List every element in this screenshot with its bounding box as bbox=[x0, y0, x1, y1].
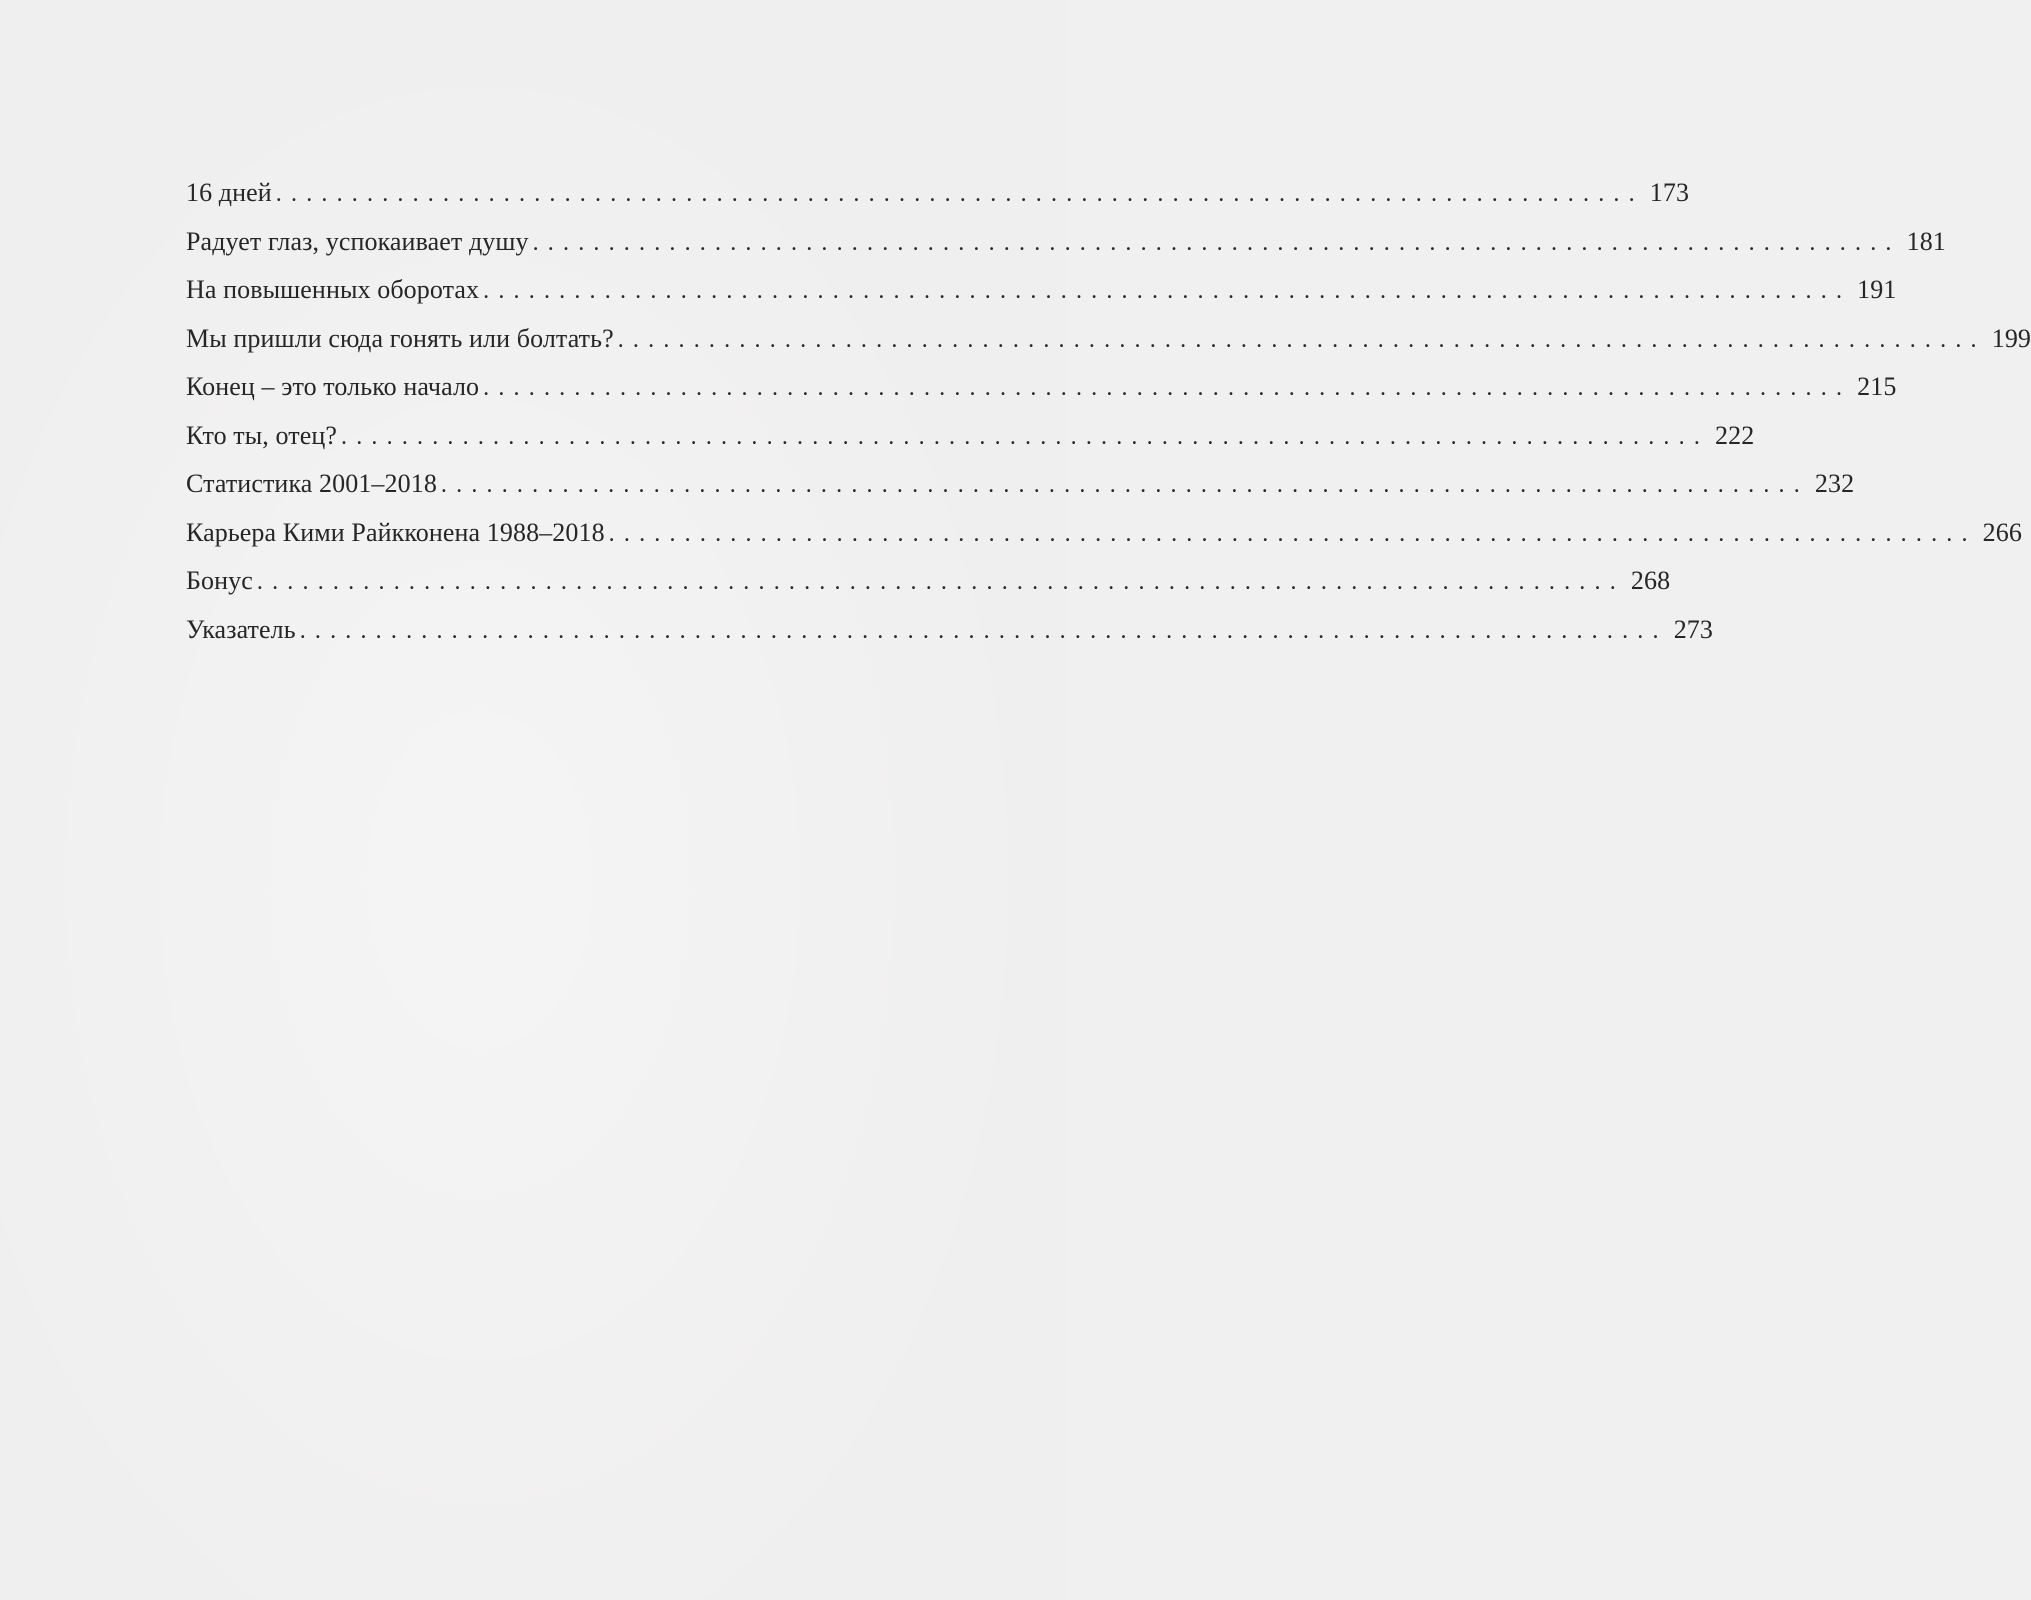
toc-entry-title: Бонус bbox=[186, 566, 253, 595]
toc-entry-title: 16 дней bbox=[186, 178, 272, 207]
toc-entry bbox=[186, 372, 1897, 421]
toc-entry-page: 181 bbox=[1906, 226, 1946, 256]
toc-entry bbox=[186, 614, 1713, 664]
toc-entry-page: 173 bbox=[1649, 178, 1690, 207]
toc-entry-title: Кто ты, отец? bbox=[186, 420, 338, 450]
toc-entry-title: Карьера Кими Райкконена 1988–2018 bbox=[186, 517, 605, 547]
dot-leader: .......................................................................................... bbox=[532, 229, 1901, 256]
toc-entry-title: Конец – это только начало bbox=[186, 372, 480, 401]
toc-entry-page: 199 bbox=[1991, 323, 2031, 353]
toc-entry-title: Указатель bbox=[186, 614, 296, 644]
toc-entry-title: Мы пришли сюда гонять или болтать? bbox=[186, 323, 614, 353]
dot-leader: .......................................................................................... bbox=[617, 326, 1986, 353]
toc-entry bbox=[186, 178, 1690, 227]
toc-entry bbox=[186, 517, 2022, 567]
dot-leader: .......................................................................................... bbox=[483, 375, 1852, 401]
toc-entry-page: 273 bbox=[1673, 614, 1713, 644]
toc-entry-page: 215 bbox=[1857, 372, 1897, 401]
dot-leader: .......................................................................................... bbox=[256, 569, 1625, 595]
dot-leader: .......................................................................................... bbox=[440, 472, 1809, 498]
toc-entry bbox=[186, 469, 1855, 518]
dot-leader: .......................................................................................... bbox=[299, 617, 1668, 644]
dot-leader: .......................................................................................... bbox=[275, 181, 1644, 207]
table-of-contents bbox=[186, 178, 2031, 663]
toc-entry-title: Радует глаз, успокаивает душу bbox=[186, 226, 529, 256]
dot-leader: .......................................................................................... bbox=[483, 278, 1852, 304]
toc-entry-title: На повышенных оборотах bbox=[186, 275, 480, 304]
toc-entry bbox=[186, 226, 1946, 276]
dot-leader: .......................................................................................... bbox=[341, 423, 1710, 450]
toc-entry bbox=[186, 566, 1671, 615]
toc-entry bbox=[186, 323, 2031, 373]
dot-leader: .......................................................................................... bbox=[608, 520, 1977, 547]
toc-entry-page: 222 bbox=[1715, 420, 1755, 450]
toc-entry-page: 268 bbox=[1630, 566, 1671, 595]
toc-entry-page: 266 bbox=[1982, 517, 2022, 547]
toc-entry bbox=[186, 420, 1755, 470]
toc-entry bbox=[186, 275, 1897, 324]
toc-entry-page: 191 bbox=[1857, 275, 1897, 304]
toc-entry-title: Статистика 2001–2018 bbox=[186, 469, 437, 498]
toc-entry-page: 232 bbox=[1814, 469, 1855, 498]
